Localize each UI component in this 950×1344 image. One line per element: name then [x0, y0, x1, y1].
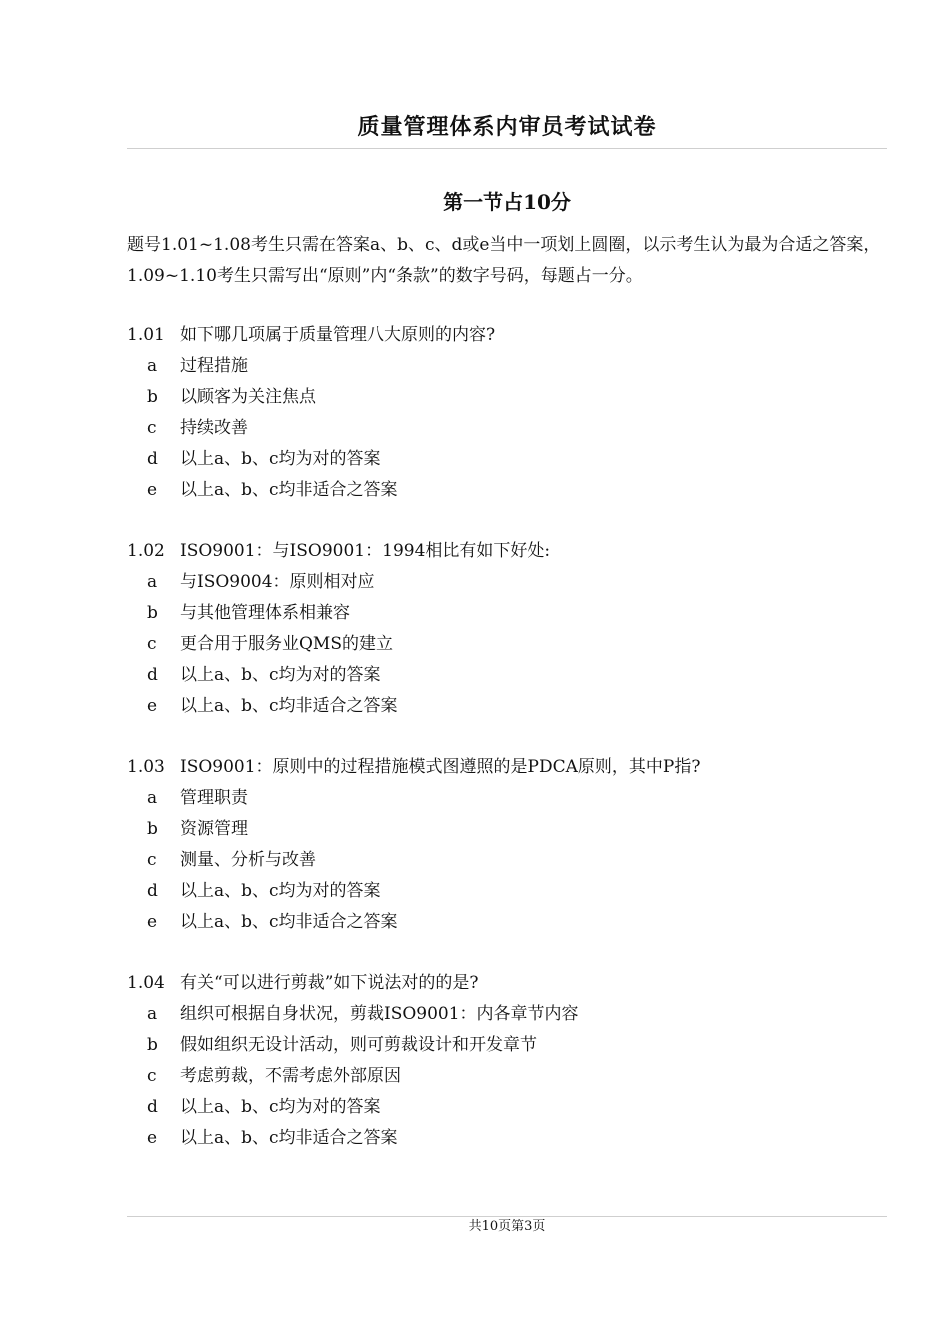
- answer-option-e[interactable]: [127, 1123, 887, 1154]
- option-text: 以顾客为关注焦点: [180, 387, 316, 407]
- option-letter: e: [147, 912, 158, 932]
- option-text: 以上a、b、c均为对的答案: [180, 665, 381, 685]
- document-title: 质量管理体系内审员考试试卷: [357, 114, 657, 140]
- question-stem: [127, 320, 887, 351]
- answer-option-b[interactable]: [127, 382, 887, 413]
- option-text: 测量、分析与改善: [180, 850, 316, 870]
- question-text: ISO9001：与ISO9001：1994相比有如下好处:: [180, 541, 551, 561]
- question-number: 1.01: [127, 325, 165, 345]
- answer-option-d[interactable]: [127, 1092, 887, 1123]
- option-text: 以上a、b、c均非适合之答案: [180, 912, 398, 932]
- question-text: ISO9001：原则中的过程措施模式图遵照的是PDCA原则，其中P指?: [180, 757, 701, 777]
- question-1-02: [127, 536, 887, 722]
- option-letter: a: [147, 356, 158, 376]
- answer-option-a[interactable]: [127, 999, 887, 1030]
- page-number: 共10页第3页: [468, 1219, 546, 1234]
- option-text: 考虑剪裁，不需考虑外部原因: [180, 1066, 401, 1086]
- answer-option-a[interactable]: [127, 783, 887, 814]
- option-text: 资源管理: [180, 819, 248, 839]
- question-text: 有关“可以进行剪裁”如下说法对的的是?: [180, 973, 479, 993]
- option-letter: b: [147, 387, 158, 407]
- option-letter: e: [147, 1128, 158, 1148]
- question-1-01: [127, 320, 887, 506]
- option-text: 以上a、b、c均为对的答案: [180, 449, 381, 469]
- question-list: [127, 320, 887, 1184]
- question-number: 1.02: [127, 541, 165, 561]
- answer-option-c[interactable]: [127, 413, 887, 444]
- option-text: 更合用于服务业QMS的建立: [180, 634, 393, 654]
- option-text: 以上a、b、c均非适合之答案: [180, 696, 398, 716]
- answer-option-e[interactable]: [127, 691, 887, 722]
- option-letter: c: [147, 418, 157, 438]
- question-1-04: [127, 968, 887, 1154]
- option-text: 以上a、b、c均为对的答案: [180, 881, 381, 901]
- answer-option-d[interactable]: [127, 876, 887, 907]
- answer-option-d[interactable]: [127, 660, 887, 691]
- option-letter: c: [147, 1066, 157, 1086]
- answer-option-b[interactable]: [127, 598, 887, 629]
- question-stem: [127, 752, 887, 783]
- option-text: 以上a、b、c均为对的答案: [180, 1097, 381, 1117]
- option-text: 与ISO9004：原则相对应: [180, 572, 375, 592]
- answer-option-e[interactable]: [127, 907, 887, 938]
- answer-option-b[interactable]: [127, 1030, 887, 1061]
- option-text: 以上a、b、c均非适合之答案: [180, 480, 398, 500]
- option-letter: c: [147, 634, 157, 654]
- option-letter: e: [147, 696, 158, 716]
- option-text: 过程措施: [180, 356, 248, 376]
- answer-option-b[interactable]: [127, 814, 887, 845]
- question-number: 1.04: [127, 973, 165, 993]
- option-text: 假如组织无设计活动，则可剪裁设计和开发章节: [180, 1035, 537, 1055]
- option-text: 持续改善: [180, 418, 248, 438]
- question-stem: [127, 536, 887, 567]
- option-letter: a: [147, 572, 158, 592]
- option-text: 组织可根据自身状况，剪裁ISO9001：内各章节内容: [180, 1004, 579, 1024]
- answer-option-a[interactable]: [127, 351, 887, 382]
- option-letter: a: [147, 1004, 158, 1024]
- option-letter: d: [147, 449, 158, 469]
- option-letter: b: [147, 603, 158, 623]
- answer-option-c[interactable]: [127, 1061, 887, 1092]
- question-text: 如下哪几项属于质量管理八大原则的内容?: [180, 325, 496, 345]
- answer-option-c[interactable]: [127, 845, 887, 876]
- option-letter: b: [147, 819, 158, 839]
- option-letter: d: [147, 881, 158, 901]
- answer-option-a[interactable]: [127, 567, 887, 598]
- option-letter: b: [147, 1035, 158, 1055]
- question-number: 1.03: [127, 757, 165, 777]
- answer-option-c[interactable]: [127, 629, 887, 660]
- section-title: 第一节占10分: [443, 190, 571, 214]
- answer-option-d[interactable]: [127, 444, 887, 475]
- answer-option-e[interactable]: [127, 475, 887, 506]
- instructions-paragraph: 题号1.01~1.08考生只需在答案a、b、c、d或e当中一项划上圆圈，以示考生认为最为合适之答案，1.09~1.10考生只需写出“原则”内“条款”的数字号码，每题占一分。: [127, 235, 881, 286]
- option-text: 以上a、b、c均非适合之答案: [180, 1128, 398, 1148]
- question-stem: [127, 968, 887, 999]
- option-letter: e: [147, 480, 158, 500]
- option-text: 管理职责: [180, 788, 248, 808]
- question-1-03: [127, 752, 887, 938]
- title-divider: [127, 148, 887, 149]
- option-text: 与其他管理体系相兼容: [180, 603, 350, 623]
- option-letter: c: [147, 850, 157, 870]
- option-letter: d: [147, 665, 158, 685]
- option-letter: a: [147, 788, 158, 808]
- option-letter: d: [147, 1097, 158, 1117]
